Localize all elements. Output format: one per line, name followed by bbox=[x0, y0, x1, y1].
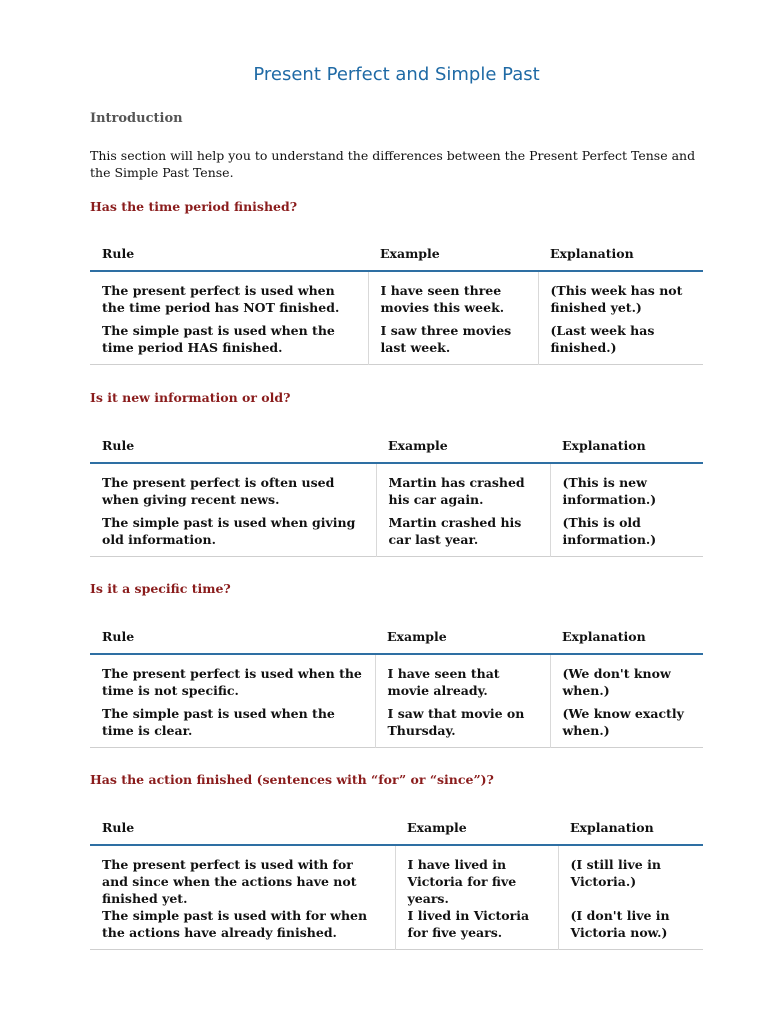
rules-table-specific-time bbox=[90, 619, 703, 748]
rules-table-new-or-old bbox=[90, 428, 703, 557]
column-header-explanation: Explanation bbox=[558, 810, 703, 845]
example-cell: I have seen that movie already. bbox=[375, 654, 550, 705]
rule-cell: The simple past is used when giving old information. bbox=[90, 514, 376, 557]
example-cell: I lived in Victoria for five years. bbox=[395, 907, 558, 950]
rule-cell: The simple past is used when the time is clear. bbox=[90, 705, 375, 748]
explanation-cell: (I don't live in Victoria now.) bbox=[570, 908, 670, 940]
explanation-cell: (I still live in Victoria.) bbox=[570, 857, 661, 889]
column-header-rule: Rule bbox=[90, 810, 395, 845]
example-cell: I saw three movies last week. bbox=[368, 322, 538, 365]
example-cell: I have seen three movies this week. bbox=[368, 271, 538, 322]
example-cell: I have lived in Victoria for five years. bbox=[395, 845, 558, 907]
table-row bbox=[90, 845, 703, 907]
example-cell: Martin has crashed his car again. bbox=[376, 463, 550, 514]
rules-table-action-finished bbox=[90, 810, 703, 950]
section-heading-action-finished: Has the action finished (sentences with “for” or “since”)? bbox=[90, 772, 494, 787]
rule-cell: The present perfect is used when the time period has NOT finished. bbox=[90, 271, 368, 322]
intro-heading: Introduction bbox=[90, 111, 183, 126]
explanation-cell: (We don't know when.) bbox=[562, 666, 671, 698]
column-header-example: Example bbox=[375, 619, 550, 654]
table-row bbox=[90, 514, 703, 557]
column-header-explanation: Explanation bbox=[550, 619, 703, 654]
column-header-explanation: Explanation bbox=[550, 428, 703, 463]
table-row bbox=[90, 907, 703, 950]
column-header-rule: Rule bbox=[90, 236, 368, 271]
rules-table-time-period bbox=[90, 236, 703, 365]
table-row bbox=[90, 705, 703, 748]
table-row bbox=[90, 463, 703, 514]
explanation-cell: (We know exactly when.) bbox=[562, 706, 684, 738]
column-header-example: Example bbox=[376, 428, 550, 463]
example-cell: Martin crashed his car last year. bbox=[376, 514, 550, 557]
rule-cell: The simple past is used when the time period HAS finished. bbox=[90, 322, 368, 365]
explanation-cell: (Last week has finished.) bbox=[550, 323, 655, 355]
intro-text: This section will help you to understand the differences between the Present Perfect Tense and the Simple Past Tense. bbox=[90, 148, 696, 180]
column-header-example: Example bbox=[395, 810, 558, 845]
table-header-row bbox=[90, 810, 703, 845]
explanation-cell: (This is new information.) bbox=[562, 475, 657, 507]
column-header-rule: Rule bbox=[90, 428, 376, 463]
column-header-explanation: Explanation bbox=[538, 236, 703, 271]
rule-cell: The present perfect is used with for and since when the actions have not finished yet. bbox=[90, 845, 395, 907]
column-header-rule: Rule bbox=[90, 619, 375, 654]
table-row bbox=[90, 654, 703, 705]
table-header-row bbox=[90, 236, 703, 271]
rule-cell: The present perfect is often used when giving recent news. bbox=[90, 463, 376, 514]
table-header-row bbox=[90, 428, 703, 463]
table-row bbox=[90, 271, 703, 322]
rule-cell: The present perfect is used when the time is not specific. bbox=[90, 654, 375, 705]
section-heading-specific-time: Is it a specific time? bbox=[90, 581, 231, 596]
table-header-row bbox=[90, 619, 703, 654]
table-row bbox=[90, 322, 703, 365]
rule-cell: The simple past is used with for when the actions have already finished. bbox=[90, 907, 395, 950]
explanation-cell: (This is old information.) bbox=[562, 515, 657, 547]
example-cell: I saw that movie on Thursday. bbox=[375, 705, 550, 748]
column-header-example: Example bbox=[368, 236, 538, 271]
section-heading-new-or-old: Is it new information or old? bbox=[90, 390, 291, 405]
page-title: Present Perfect and Simple Past bbox=[253, 64, 540, 85]
explanation-cell: (This week has not finished yet.) bbox=[550, 283, 683, 315]
section-heading-time-period: Has the time period finished? bbox=[90, 199, 298, 214]
